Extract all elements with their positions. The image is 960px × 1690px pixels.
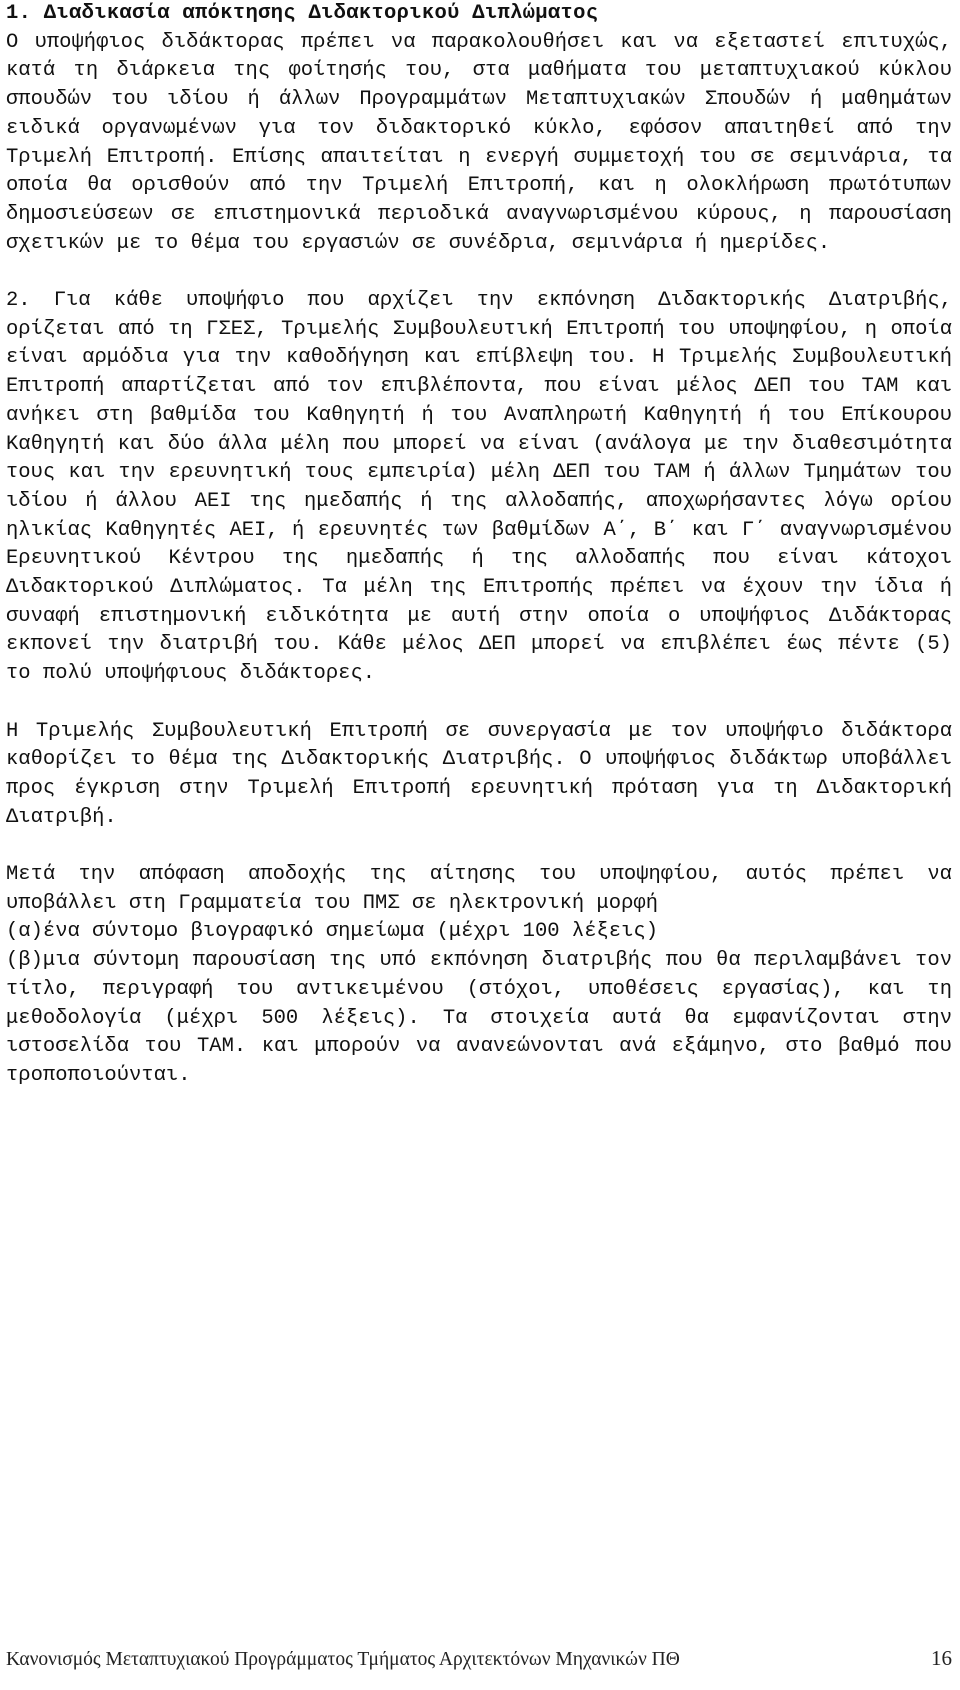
document-body	[6, 0, 952, 1091]
paragraph-requirements: Ο υποψήφιος διδάκτορας πρέπει να παρακολουθήσει και να εξεταστεί επιτυχώς, κατά τη διάρκεια της φοίτησής του, στα μαθήματα του μεταπτυχιακού κύκλου σπουδών του ιδίου ή άλλων Προγραμμάτων Μεταπτυχιακών Σπουδών ή μαθημάτων ειδικά οργανωμένων για τον διδακτορικό κύκλο, εφόσον απαιτηθεί από την Τριμελή Επιτροπή. Επίσης απαιτείται η ενεργή συμμετοχή του σε σεμινάρια, τα οποία θα ορισθούν από την Τριμελή Επιτροπή, και η ολοκλήρωση πρωτότυπων δημοσιεύσεων σε επιστημονικά περιοδικά αναγνωρισμένου κύρους, η παρουσίαση σχετικών με το θέμα του εργασιών σε συνέδρια, σεμινάρια ή ημερίδες.	[6, 30, 952, 255]
list-item-cv: (α)ένα σύντομο βιογραφικό σημείωμα (μέχρι 100 λέξεις)	[6, 920, 659, 944]
paragraph-spacer	[6, 689, 952, 718]
paragraph-submission: Μετά την απόφαση αποδοχής της αίτησης του υποψηφίου, αυτός πρέπει να υποβάλλει στη Γραμματεία του ΠΜΣ σε ηλεκτρονική μορφή	[6, 863, 952, 915]
list-item-thesis-summary: (β)μια σύντομη παρουσίαση της υπό εκπόνηση διατριβής που θα περιλαμβάνει τον τίτλο, περιγραφή του αντικειμένου (στόχοι, υποθέσεις εργασίας), και τη μεθοδολογία (μέχρι 500 λέξεις). Τα στοιχεία αυτά θα εμφανίζονται στην ιστοσελίδα του ΤΑΜ. και μπορούν να ανανεώνονται ανά εξάμηνο, στο βαθμό που τροποποιούνται.	[6, 949, 952, 1087]
paragraph-spacer	[6, 258, 952, 287]
section-heading: 1. Διαδικασία απόκτησης Διδακτορικού Διπλώματος	[6, 2, 599, 25]
footer-title: Κανονισμός Μεταπτυχιακού Προγράμματος Τμήματος Αρχιτεκτόνων Μηχανικών ΠΘ	[6, 1649, 680, 1670]
paragraph-advisory-committee: 2. Για κάθε υποψήφιο που αρχίζει την εκπόνηση Διδακτορικής Διατριβής, ορίζεται από τη ΓΣΕΣ, Τριμελής Συμβουλευτική Επιτροπή του υποψηφίου, η οποία είναι αρμόδια για την καθοδήγηση και επίβλεψη του. Η Τριμελής Συμβουλευτική Επιτροπή απαρτίζεται από τον επιβλέποντα, που είναι μέλος ΔΕΠ του ΤΑΜ και ανήκει στη βαθμίδα του Καθηγητή ή του Αναπληρωτή Καθηγητή ή του Επίκουρου Καθηγητή και δύο άλλα μέλη που μπορεί να είναι (ανάλογα με την διαθεσιμότητα τους και την ερευνητική τους εμπειρία) μέλη ΔΕΠ του ΤΑΜ ή άλλων Τμημάτων του ιδίου ή άλλου ΑΕΙ της ημεδαπής ή της αλλοδαπής, αποχωρήσαντες λόγω ορίου ηλικίας Καθηγητές ΑΕΙ, ή ερευνητές των βαθμίδων Α΄, Β΄ και Γ΄ αναγνωρισμένου Ερευνητικού Κέντρου της ημεδαπής ή της αλλοδαπής που είναι κάτοχοι Διδακτορικού Διπλώματος. Τα μέλη της Επιτροπής πρέπει να έχουν την ίδια ή συναφή επιστημονική ειδικότητα με αυτή στην οποία ο υποψήφιος Διδάκτορας εκπονεί την διατριβή του. Κάθε μέλος ΔΕΠ μπορεί να επιβλέπει έως πέντε (5) το πολύ υποψήφιους διδάκτορες.	[6, 289, 952, 686]
paragraph-spacer	[6, 832, 952, 861]
page-number: 16	[931, 1646, 952, 1670]
page-footer	[6, 1646, 952, 1680]
paragraph-thesis-topic: Η Τριμελής Συμβουλευτική Επιτροπή σε συνεργασία με τον υποψήφιο διδάκτορα καθορίζει το θέμα της Διδακτορικής Διατριβής. Ο υποψήφιος διδάκτωρ υποβάλλει προς έγκριση στην Τριμελή Επιτροπή ερευνητική πρόταση για τη Διδακτορική Διατριβή.	[6, 719, 952, 829]
